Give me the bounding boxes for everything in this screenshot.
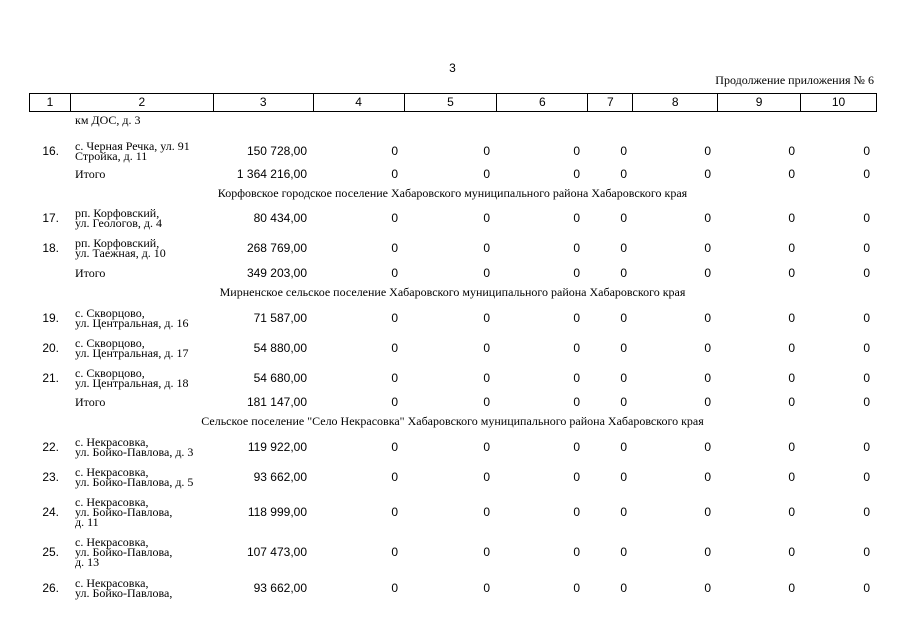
row-value-col9: 0 [788,211,795,225]
row-value-col9: 0 [788,266,795,280]
row-amount: 349 203,00 [246,266,307,280]
row-amount: 80 434,00 [253,211,307,225]
row-value-col4: 0 [391,311,398,325]
row-value-col4: 0 [391,440,398,454]
row-value-col10: 0 [863,581,870,595]
row-value-col10: 0 [863,341,870,355]
row-amount: 268 769,00 [246,241,307,255]
row-value-col4: 0 [391,211,398,225]
row-value-col8: 0 [704,266,711,280]
row-value-col6: 0 [573,395,580,409]
row-value-col7: 0 [620,371,627,385]
row-amount: 118 999,00 [247,505,307,519]
row-value-col8: 0 [704,545,711,559]
row-value-col4: 0 [391,266,398,280]
row-value-col8: 0 [704,211,711,225]
row-value-col5: 0 [483,545,490,559]
row-value-col5: 0 [483,144,490,158]
row-value-col4: 0 [391,341,398,355]
column-header: 6 [496,94,587,111]
row-value-col6: 0 [573,266,580,280]
row-value-col7: 0 [620,470,627,484]
row-value-col4: 0 [391,241,398,255]
row-value-col6: 0 [573,581,580,595]
row-address: с. Некрасовка, ул. Бойко-Павлова, [75,576,173,600]
row-value-col5: 0 [483,371,490,385]
row-value-col7: 0 [620,144,627,158]
row-value-col7: 0 [620,266,627,280]
table-row [0,570,905,606]
row-value-col8: 0 [704,341,711,355]
row-number: 22. [42,440,59,454]
row-value-col10: 0 [863,395,870,409]
column-header: 2 [70,94,213,111]
row-value-col7: 0 [620,311,627,325]
column-header: 4 [313,94,404,111]
row-value-col10: 0 [863,241,870,255]
row-number: 19. [42,311,59,325]
row-value-col5: 0 [483,311,490,325]
row-value-col8: 0 [704,581,711,595]
row-value-col4: 0 [391,395,398,409]
row-value-col8: 0 [704,144,711,158]
row-value-col6: 0 [573,241,580,255]
row-value-col7: 0 [620,211,627,225]
row-value-col10: 0 [863,545,870,559]
row-amount: 93 662,00 [253,581,307,595]
column-header: 7 [587,94,632,111]
row-value-col9: 0 [788,545,795,559]
table-row [0,494,905,530]
column-header: 5 [404,94,497,111]
row-value-col6: 0 [573,371,580,385]
row-amount: 1 364 216,00 [236,167,307,181]
row-amount: 181 147,00 [246,395,307,409]
row-value-col7: 0 [620,341,627,355]
row-amount: 150 728,00 [246,144,307,158]
row-value-col9: 0 [788,470,795,484]
row-value-col4: 0 [391,505,398,519]
row-value-col4: 0 [391,371,398,385]
lead-text: км ДОС, д. 3 [75,113,141,127]
table-row [0,534,905,570]
row-value-col8: 0 [704,470,711,484]
row-value-col9: 0 [788,241,795,255]
section-heading: Сельское поселение "Село Некрасовка" Хабаровского муниципального района Хабаровского края [201,414,704,428]
row-value-col10: 0 [863,266,870,280]
row-number: 20. [42,341,59,355]
row-value-col9: 0 [788,440,795,454]
row-number: 25. [42,545,59,559]
row-value-col9: 0 [788,341,795,355]
row-value-col10: 0 [863,211,870,225]
row-value-col5: 0 [483,440,490,454]
row-address: с. Скворцово, ул. Центральная, д. 18 [75,366,189,390]
row-amount: 107 473,00 [246,545,307,559]
row-value-col5: 0 [483,167,490,181]
row-number: 26. [42,581,59,595]
row-address: с. Некрасовка, ул. Бойко-Павлова, д. 11 [75,495,173,529]
row-value-col10: 0 [863,505,870,519]
column-header: 8 [632,94,717,111]
row-value-col9: 0 [788,395,795,409]
row-value-col5: 0 [483,211,490,225]
row-address: с. Скворцово, ул. Центральная, д. 16 [75,306,189,330]
row-value-col9: 0 [788,581,795,595]
row-value-col5: 0 [483,581,490,595]
row-value-col7: 0 [620,241,627,255]
row-value-col4: 0 [391,144,398,158]
row-number: 16. [42,144,59,158]
row-value-col6: 0 [573,311,580,325]
row-number: 24. [42,505,59,519]
row-address: с. Некрасовка, ул. Бойко-Павлова, д. 3 [75,435,194,459]
row-value-col6: 0 [573,167,580,181]
row-value-col7: 0 [620,167,627,181]
row-value-col10: 0 [863,144,870,158]
row-value-col6: 0 [573,211,580,225]
row-number: 21. [42,371,59,385]
row-amount: 54 880,00 [253,341,307,355]
row-value-col8: 0 [704,167,711,181]
row-address: с. Черная Речка, ул. 91 Стройка, д. 11 [75,139,190,163]
row-value-col6: 0 [573,545,580,559]
row-address: рп. Корфовский, ул. Геологов, д. 4 [75,206,163,230]
row-value-col8: 0 [704,505,711,519]
row-value-col6: 0 [573,341,580,355]
column-header: 10 [800,94,876,111]
row-number: 17. [42,211,59,225]
row-value-col10: 0 [863,440,870,454]
row-address: Итого [75,167,106,181]
row-value-col9: 0 [788,311,795,325]
row-value-col7: 0 [620,505,627,519]
row-value-col7: 0 [620,395,627,409]
row-address: с. Некрасовка, ул. Бойко-Павлова, д. 5 [75,465,194,489]
row-value-col10: 0 [863,167,870,181]
section-heading: Мирненское сельское поселение Хабаровского муниципального района Хабаровского края [219,285,686,299]
row-value-col10: 0 [863,371,870,385]
row-value-col5: 0 [483,470,490,484]
row-value-col5: 0 [483,266,490,280]
row-value-col7: 0 [620,581,627,595]
column-header: 9 [717,94,800,111]
row-value-col4: 0 [391,581,398,595]
row-address: с. Некрасовка, ул. Бойко-Павлова, д. 13 [75,535,173,569]
row-address: Итого [75,395,106,409]
row-value-col9: 0 [788,371,795,385]
row-value-col8: 0 [704,440,711,454]
row-value-col7: 0 [620,440,627,454]
row-value-col4: 0 [391,545,398,559]
row-amount: 93 662,00 [253,470,307,484]
row-value-col9: 0 [788,167,795,181]
row-number: 23. [42,470,59,484]
page-number: 3 [449,61,456,75]
row-value-col8: 0 [704,241,711,255]
row-value-col6: 0 [573,440,580,454]
row-address: рп. Корфовский, ул. Таежная, д. 10 [75,236,166,260]
row-value-col5: 0 [483,395,490,409]
row-value-col10: 0 [863,470,870,484]
row-amount: 119 922,00 [247,440,307,454]
row-value-col5: 0 [483,241,490,255]
row-value-col5: 0 [483,341,490,355]
row-value-col8: 0 [704,311,711,325]
row-value-col4: 0 [391,167,398,181]
row-value-col6: 0 [573,505,580,519]
continuation-label: Продолжение приложения № 6 [715,73,874,87]
column-header: 1 [46,95,54,109]
row-amount: 54 680,00 [253,371,307,385]
row-amount: 71 587,00 [253,311,307,325]
section-heading: Корфовское городское поселение Хабаровского муниципального района Хабаровского края [217,186,688,200]
row-value-col8: 0 [704,395,711,409]
table-row [0,459,905,495]
row-value-col5: 0 [483,505,490,519]
row-value-col8: 0 [704,371,711,385]
row-value-col7: 0 [620,545,627,559]
row-address: Итого [75,266,106,280]
row-address: с. Скворцово, ул. Центральная, д. 17 [75,336,189,360]
row-number: 18. [42,241,59,255]
row-value-col10: 0 [863,311,870,325]
row-value-col6: 0 [573,470,580,484]
row-value-col9: 0 [788,505,795,519]
column-header: 3 [213,94,313,111]
row-value-col4: 0 [391,470,398,484]
row-value-col9: 0 [788,144,795,158]
row-value-col6: 0 [573,144,580,158]
